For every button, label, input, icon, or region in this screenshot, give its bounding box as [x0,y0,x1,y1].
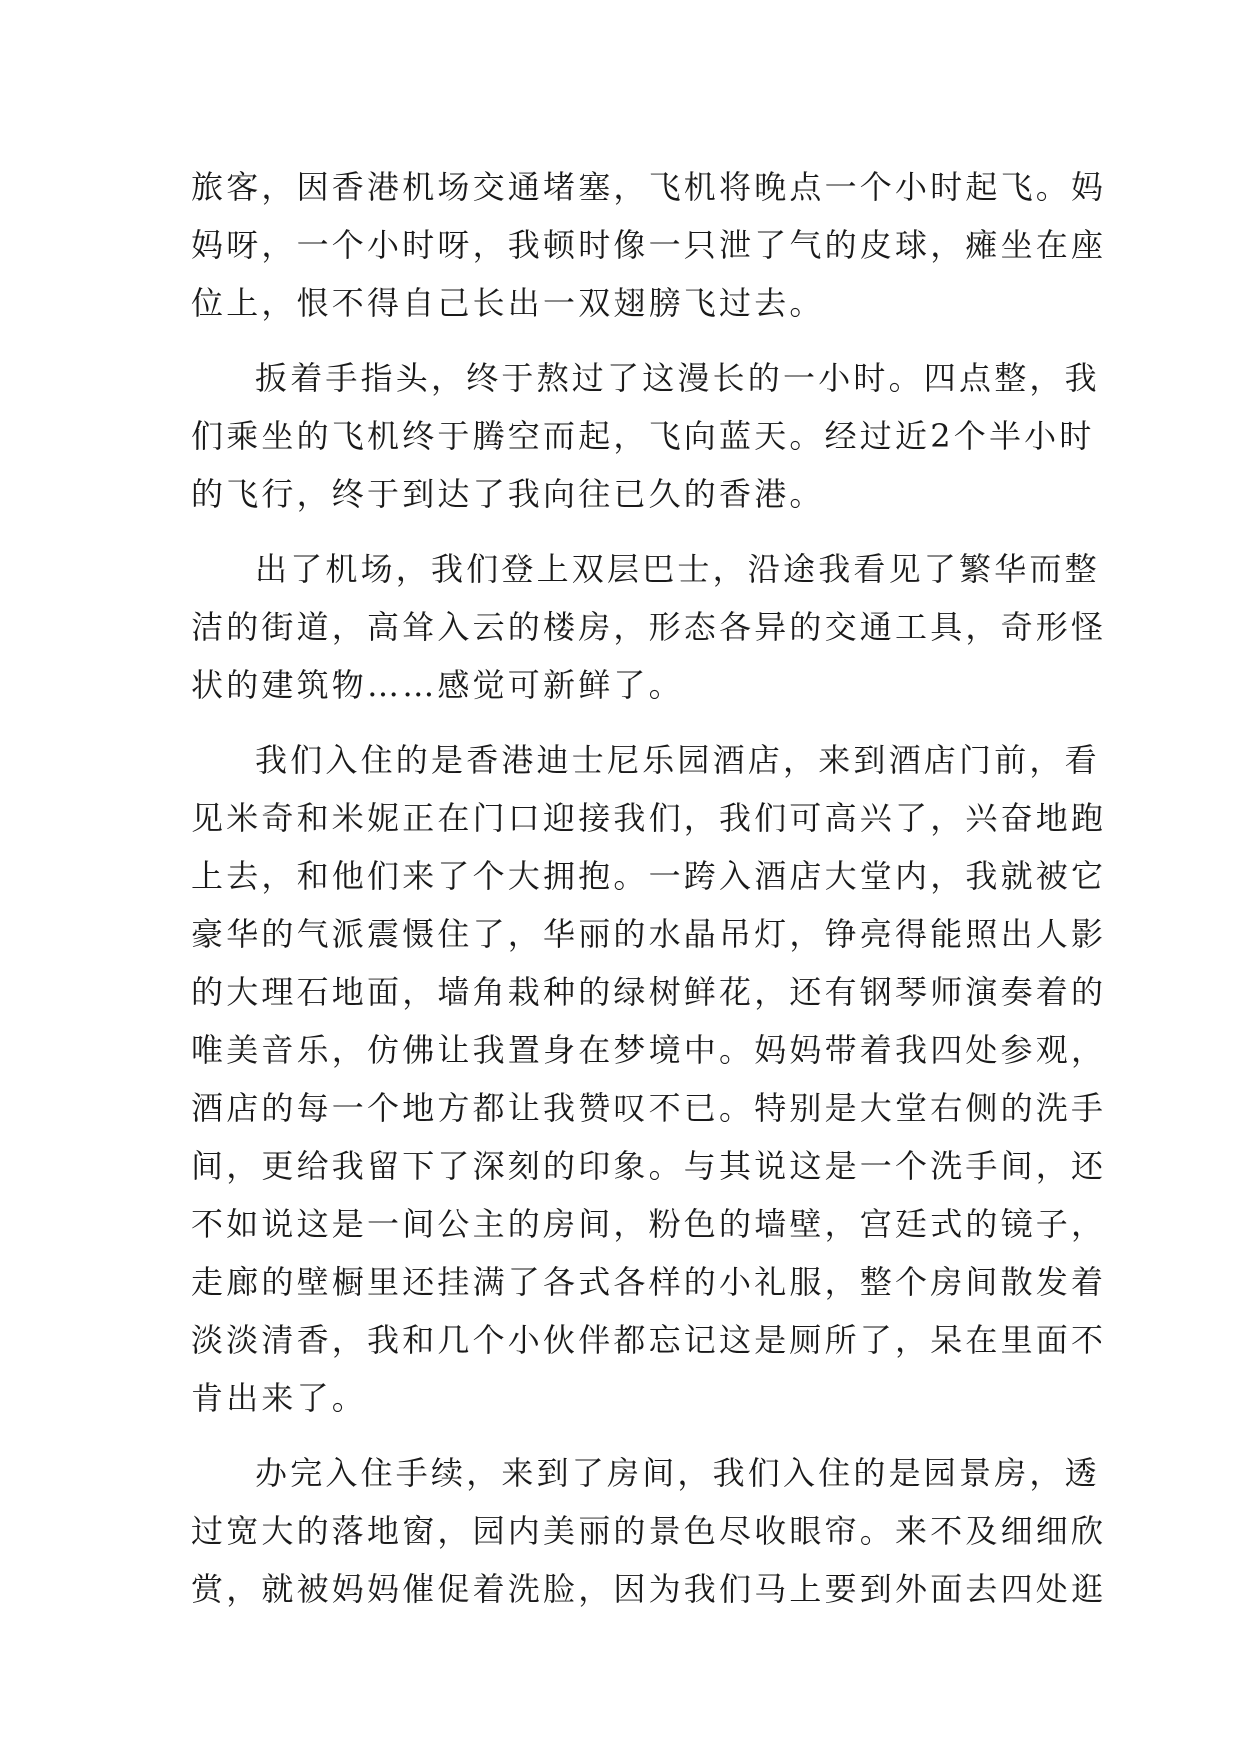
text-line: 们乘坐的飞机终于腾空而起，飞向蓝天。经过近2个半小时 [191,417,1095,455]
paragraph [191,540,1107,714]
paragraph [191,349,1100,523]
text-line: 酒店的每一个地方都让我赞叹不已。特别是大堂右侧的洗手 [191,1089,1107,1127]
text-line: 见米奇和米妮正在门口迎接我们，我们可高兴了，兴奋地跑 [191,799,1107,837]
text-line: 办完入住手续，来到了房间，我们入住的是园景房，透 [255,1454,1100,1492]
text-line: 出了机场，我们登上双层巴士，沿途我看见了繁华而整 [255,550,1100,588]
text-line: 位上，恨不得自己长出一双翅膀飞过去。 [191,284,825,322]
text-line: 妈呀，一个小时呀，我顿时像一只泄了气的皮球，瘫坐在座 [191,226,1107,264]
paragraph [191,1444,1107,1618]
text-line: 状的建筑物……感觉可新鲜了。 [191,666,684,704]
text-line: 扳着手指头，终于熬过了这漫长的一小时。四点整，我 [255,359,1100,397]
text-line: 豪华的气派震慑住了，华丽的水晶吊灯，铮亮得能照出人影 [191,915,1107,953]
text-line: 淡淡清香，我和几个小伙伴都忘记这是厕所了，呆在里面不 [191,1321,1107,1359]
paragraph [191,158,1107,332]
text-line: 唯美音乐，仿佛让我置身在梦境中。妈妈带着我四处参观， [191,1031,1107,1069]
text-line: 的飞行，终于到达了我向往已久的香港。 [191,475,825,513]
text-line: 不如说这是一间公主的房间，粉色的墙壁，宫廷式的镜子， [191,1205,1107,1243]
text-line: 肯出来了。 [191,1379,368,1417]
text-line: 走廊的壁橱里还挂满了各式各样的小礼服，整个房间散发着 [191,1263,1107,1301]
text-line: 间，更给我留下了深刻的印象。与其说这是一个洗手间，还 [191,1147,1107,1185]
text-line: 过宽大的落地窗，园内美丽的景色尽收眼帘。来不及细细欣 [191,1512,1107,1550]
text-line: 的大理石地面，墙角栽种的绿树鲜花，还有钢琴师演奏着的 [191,973,1107,1011]
text-line: 我们入住的是香港迪士尼乐园酒店，来到酒店门前，看 [255,741,1100,779]
text-line: 旅客，因香港机场交通堵塞，飞机将晚点一个小时起飞。妈 [191,168,1107,206]
text-line: 赏，就被妈妈催促着洗脸，因为我们马上要到外面去四处逛 [191,1570,1107,1608]
text-line: 上去，和他们来了个大拥抱。一跨入酒店大堂内，我就被它 [191,857,1107,895]
text-line: 洁的街道，高耸入云的楼房，形态各异的交通工具，奇形怪 [191,608,1107,646]
document-body [191,158,1107,1618]
paragraph [191,731,1107,1427]
